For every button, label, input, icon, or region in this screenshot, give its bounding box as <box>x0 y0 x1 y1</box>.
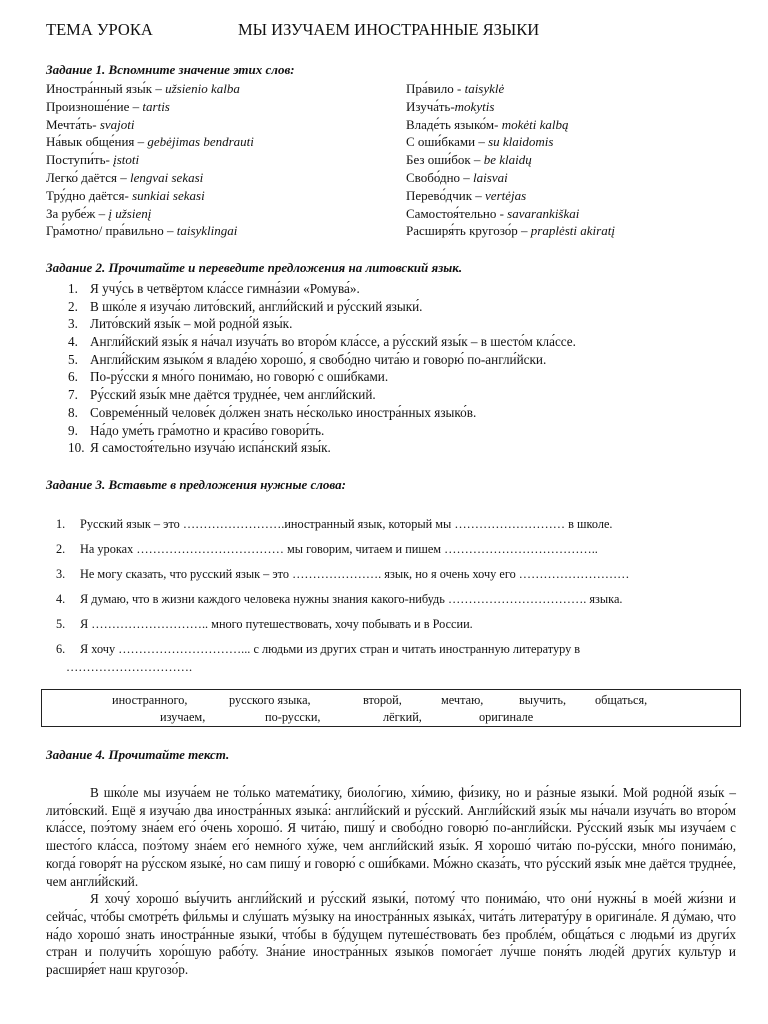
fill-in-item <box>56 540 736 558</box>
russian-term: Гра́мотно/ пра́вильно – <box>46 223 177 239</box>
vocabulary-row <box>46 151 396 169</box>
item-number: 4. <box>56 592 66 606</box>
reading-paragraph: Я хочу́ хорошо́ вы́учить англи́йский и ру́сский языки́, потому́ что понима́ю, что они́ нужны́ в мое́й жи́зни и сейча́с, что́бы смотре́ть фи́льмы и слу́шать му́зыку на иностра́нных языка́х, чита́ть литерату́ру в оригина́ле. Я ду́маю, что на́до хорошо́ знать иностра́нные языки́, что́бы в бу́дущем путеше́ствовать без пробле́м, обща́ться с людьми́ из други́х стран и получи́ть хоро́шую рабо́ту. Зна́ние иностра́нных языко́в помога́ет лу́чше поня́ть люде́й други́х культу́р и расширя́ет наш кругозо́р. <box>46 891 736 978</box>
russian-term: Иностра́нный язы́к – <box>46 81 166 96</box>
russian-term: Тру́дно даётся- <box>46 187 133 203</box>
russian-term: Самостоя́тельно - <box>406 205 508 221</box>
lithuanian-translation: sunkiai sekasi <box>132 187 205 203</box>
fill-in-text: Я ……………………….. много путешествовать, хочу побывать и в России. <box>80 617 473 631</box>
item-number: 4. <box>68 334 78 350</box>
sentence-text: Лито́вский язы́к – мой родно́й язы́к. <box>90 316 293 332</box>
fill-in-item <box>56 615 736 633</box>
russian-term: Перево́дчик – <box>406 187 486 203</box>
item-number: 10. <box>68 440 85 456</box>
russian-term: Владе́ть языко́м- <box>406 116 502 132</box>
sentence-text: Я учу́сь в четвёртом кла́ссе гимна́зии «Ромува́». <box>90 281 360 296</box>
sentence-text: Ру́сский язы́к мне даётся трудне́е, чем англи́йский. <box>90 387 376 403</box>
vocabulary-column-left <box>46 80 396 240</box>
item-number: 8. <box>68 404 78 420</box>
sentence-text: Я самостоя́тельно изуча́ю испа́нский язы́к. <box>90 440 331 456</box>
lithuanian-translation: įstoti <box>113 152 140 168</box>
russian-term: За рубе́ж – <box>46 205 109 221</box>
lesson-title: МЫ ИЗУЧАЕМ ИНОСТРАННЫЕ ЯЗЫКИ <box>238 20 540 39</box>
fill-in-item <box>56 640 736 676</box>
russian-term: Мечта́ть- <box>46 116 100 132</box>
word-bank-word: общаться, <box>595 693 648 707</box>
vocabulary-row <box>406 187 736 205</box>
lithuanian-translation: gebėjimas bendrauti <box>147 134 254 150</box>
fill-in-item <box>56 590 736 608</box>
sentence-text: По-ру́сски я мно́го понима́ю, но говорю́ с оши́бками. <box>90 369 389 385</box>
word-bank-word: мечтаю, <box>441 693 484 707</box>
sentence-item <box>68 422 748 440</box>
vocabulary-row <box>406 98 736 116</box>
task2-title: Задание 2. Прочитайте и переведите предложения на литовский язык. <box>46 260 463 275</box>
lithuanian-translation: mokytis <box>454 98 495 114</box>
sentence-text: В шко́ле я изуча́ю лито́вский, англи́йский и ру́сский языки́. <box>90 298 423 314</box>
vocabulary-row <box>46 169 396 187</box>
item-number: 1. <box>68 281 78 296</box>
russian-term: Поступи́ть- <box>46 152 114 168</box>
fill-in-item <box>56 565 736 583</box>
task1-title: Задание 1. Вспомните значение этих слов: <box>46 62 295 77</box>
sentence-item <box>68 404 748 422</box>
russian-term: На́вык обще́ния – <box>46 134 148 150</box>
word-bank-word: русского языка, <box>229 693 311 707</box>
russian-term: Пра́вило - <box>406 81 465 96</box>
vocabulary-row <box>406 222 736 240</box>
lithuanian-translation: praplėsti akiratį <box>530 223 615 239</box>
fill-in-item <box>56 515 736 533</box>
item-number: 5. <box>68 351 78 367</box>
sentence-item <box>68 333 748 351</box>
lithuanian-translation: su klaidomis <box>488 134 554 150</box>
word-bank-word: по-русски, <box>265 710 321 724</box>
russian-term: Расширя́ть кругозо́р – <box>406 223 531 239</box>
sentence-item <box>68 298 748 316</box>
russian-term: Свобо́дно – <box>406 169 474 185</box>
item-number: 2. <box>56 542 66 556</box>
lithuanian-translation: vertėjas <box>485 187 527 203</box>
task3-title: Задание 3. Вставьте в предложения нужные слова: <box>46 477 346 492</box>
vocabulary-row <box>406 169 736 187</box>
vocabulary-row <box>406 116 736 134</box>
russian-term: Легко́ даётся – <box>46 169 130 185</box>
vocabulary-row <box>46 98 396 116</box>
reading-text <box>46 784 736 979</box>
vocabulary-row <box>46 205 396 223</box>
item-number: 3. <box>68 316 78 332</box>
word-bank-box <box>41 689 741 727</box>
fill-in-blank-continuation: …………………………. <box>66 660 193 674</box>
item-number: 9. <box>68 422 78 438</box>
word-bank-word: оригинале <box>479 710 534 724</box>
vocabulary-row <box>46 116 396 134</box>
lithuanian-translation: taisyklė <box>464 81 505 96</box>
sentence-item <box>68 368 748 386</box>
word-bank-word: выучить, <box>519 693 567 707</box>
vocabulary-row <box>46 80 396 98</box>
task3-fill-in-list <box>56 515 736 683</box>
russian-term: Без оши́бок – <box>406 152 484 168</box>
lithuanian-translation: taisyklingai <box>176 223 238 239</box>
sentence-item <box>68 351 748 369</box>
vocabulary-row <box>46 133 396 151</box>
sentence-item <box>68 439 748 457</box>
fill-in-text: Я думаю, что в жизни каждого человека нужны знания какого-нибудь ……………………………. языка. <box>80 592 623 606</box>
word-bank-word: изучаем, <box>160 710 206 724</box>
lesson-header <box>46 20 736 42</box>
vocabulary-row <box>406 205 736 223</box>
lithuanian-translation: mokėti kalbą <box>501 116 569 132</box>
item-number: 1. <box>56 517 66 531</box>
vocabulary-row <box>406 80 736 98</box>
vocabulary-column-right <box>406 80 736 240</box>
russian-term: Произноше́ние – <box>46 98 143 114</box>
lithuanian-translation: į užsienį <box>108 205 152 221</box>
russian-term: С оши́бками – <box>406 134 489 150</box>
task2-sentence-list <box>68 280 748 457</box>
sentence-text: Англи́йским языко́м я владе́ю хорошо́, я свобо́дно чита́ю и говорю́ по-англи́йски. <box>90 351 547 367</box>
lesson-topic-label: ТЕМА УРОКА <box>46 20 153 39</box>
lithuanian-translation: be klaidų <box>483 152 532 168</box>
word-bank-word: иностранного, <box>112 693 188 707</box>
item-number: 6. <box>68 369 78 385</box>
sentence-text: На́до уме́ть гра́мотно и краси́во говори́ть. <box>90 422 325 438</box>
reading-paragraph: В шко́ле мы изуча́ем не то́лько матема́тику, биоло́гию, хи́мию, фи́зику, но и ра́зные языки́. Мой родно́й язы́к – лито́вский. Ещё я изуча́ю два иностра́нных языка́: англи́йский и ру́сский. Англи́йский язы́к мы на́чали изуча́ть во второ́м кла́ссе, поэ́тому зна́ем его́ о́чень хорошо́. Я чита́ю, пишу́ и свобо́дно говорю́ по-англи́йски. Ру́сский язы́к мы изуча́ем с шесто́го кла́сса, поэ́тому зна́ем его́ немно́го ху́же, чем англи́йский язы́к. Я хорошо́ чита́ю по-ру́сски, мно́го понима́ю, когда́ говоря́т на ру́сском языке́, но сам пишу́ и говорю́ с оши́бками. Мо́жно сказа́ть, что ру́сский язы́к мне даётся трудне́е, чем англи́йский. <box>46 785 736 889</box>
item-number: 7. <box>68 387 78 403</box>
vocabulary-row <box>46 222 396 240</box>
vocabulary-row <box>46 187 396 205</box>
lithuanian-translation: užsienio kalba <box>165 81 240 96</box>
lithuanian-translation: svajoti <box>99 116 135 132</box>
fill-in-text: Русский язык – это …………………….иностранный язык, который мы ……………………… в школе. <box>80 517 613 531</box>
lithuanian-translation: savarankiškai <box>507 205 580 221</box>
word-bank-word: лёгкий, <box>383 710 422 724</box>
sentence-text: Англи́йский язы́к я на́чал изуча́ть во второ́м кла́ссе, а ру́сский язы́к – в шесто́м кла́ссе. <box>90 334 576 350</box>
item-number: 2. <box>68 298 78 314</box>
item-number: 5. <box>56 617 66 631</box>
vocabulary-row <box>406 151 736 169</box>
fill-in-text: Я хочу …………………………... с людьми из других стран и читать иностранную литературу в <box>80 642 581 656</box>
lithuanian-translation: laisvai <box>473 169 508 185</box>
sentence-item <box>68 386 748 404</box>
sentence-item <box>68 280 748 298</box>
vocabulary-row <box>406 133 736 151</box>
item-number: 3. <box>56 567 66 581</box>
lithuanian-translation: tartis <box>142 98 170 114</box>
task4-title: Задание 4. Прочитайте текст. <box>46 747 230 762</box>
sentence-item <box>68 315 748 333</box>
russian-term: Изуча́ть- <box>406 98 455 114</box>
fill-in-text: Не могу сказать, что русский язык – это …………………. язык, но я очень хочу его ……………………… <box>80 567 630 581</box>
fill-in-text: На уроках ……………………………… мы говорим, читаем и пишем ……………………………….. <box>80 542 598 556</box>
item-number: 6. <box>56 642 66 656</box>
sentence-text: Совреме́нный челове́к до́лжен знать не́сколько иностра́нных языко́в. <box>90 404 477 420</box>
word-bank-word: второй, <box>363 693 402 707</box>
lithuanian-translation: lengvai sekasi <box>129 169 204 185</box>
